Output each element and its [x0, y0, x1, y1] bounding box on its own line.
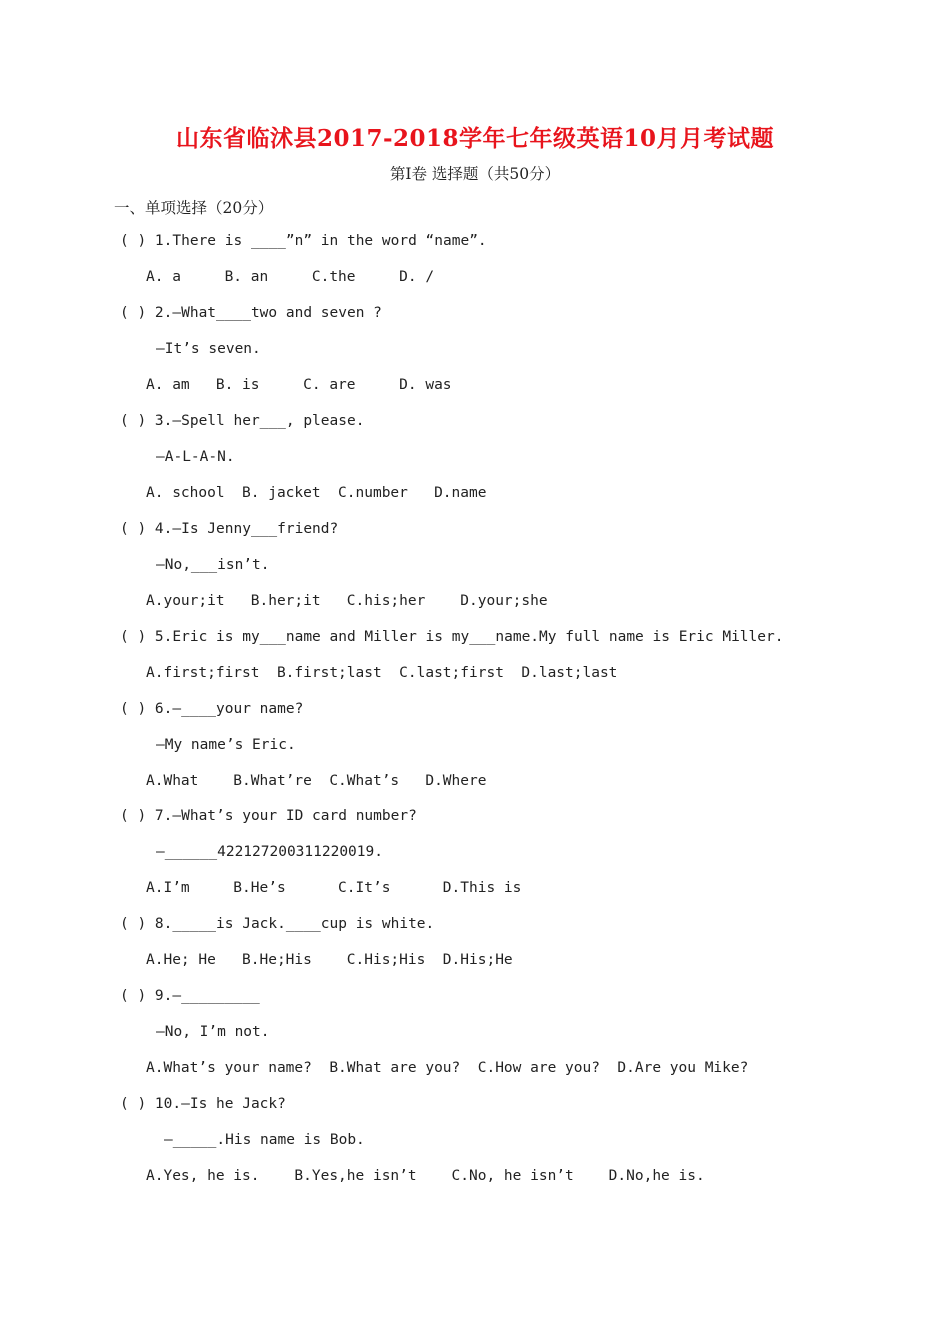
options-9: A.What’s your name? B.What are you? C.How are you? D.Are you Mike? [146, 1060, 749, 1076]
options-7: A.I’m B.He’s C.It’s D.This is [146, 880, 522, 896]
answer-line-10: —_____.His name is Bob. [164, 1132, 365, 1148]
answer-line-4: —No,___isn’t. [156, 557, 270, 573]
question-8: ( ) 8._____is Jack.____cup is white. [120, 916, 435, 932]
answer-line-7: —______422127200311220019. [156, 844, 383, 860]
question-6: ( ) 6.—____your name? [120, 701, 304, 717]
options-3: A. school B. jacket C.number D.name [146, 485, 487, 501]
question-1: ( ) 1.There is ____”n” in the word “name”. [120, 233, 487, 249]
options-10: A.Yes, he is. B.Yes,he isn’t C.No, he isn’t D.No,he is. [146, 1168, 705, 1184]
options-5: A.first;first B.first;last C.last;first D.last;last [146, 665, 618, 681]
question-10: ( ) 10.—Is he Jack? [120, 1096, 286, 1112]
question-2: ( ) 2.—What____two and seven ? [120, 305, 382, 321]
options-4: A.your;it B.her;it C.his;her D.your;she [146, 593, 548, 609]
question-7: ( ) 7.—What’s your ID card number? [120, 808, 417, 824]
answer-line-6: —My name’s Eric. [156, 737, 296, 753]
options-6: A.What B.What’re C.What’s D.Where [146, 773, 487, 789]
question-4: ( ) 4.—Is Jenny___friend? [120, 521, 339, 537]
answer-line-9: —No, I’m not. [156, 1024, 270, 1040]
question-3: ( ) 3.—Spell her___, please. [120, 413, 365, 429]
answer-line-3: —A-L-A-N. [156, 449, 235, 465]
answer-line-2: —It’s seven. [156, 341, 261, 357]
options-8: A.He; He B.He;His C.His;His D.His;He [146, 952, 513, 968]
question-9: ( ) 9.—_________ [120, 988, 260, 1004]
question-5: ( ) 5.Eric is my___name and Miller is my___name.My full name is Eric Miller. [120, 629, 784, 645]
section-subtitle: 第Ⅰ卷 选择题（共50分） [389, 165, 561, 183]
options-2: A. am B. is C. are D. was [146, 377, 452, 393]
section-heading: 一、单项选择（20分） [114, 199, 274, 217]
options-1: A. a B. an C.the D. / [146, 269, 435, 285]
page-title: 山东省临沭县2017-2018学年七年级英语10月月考试题 [175, 125, 775, 152]
